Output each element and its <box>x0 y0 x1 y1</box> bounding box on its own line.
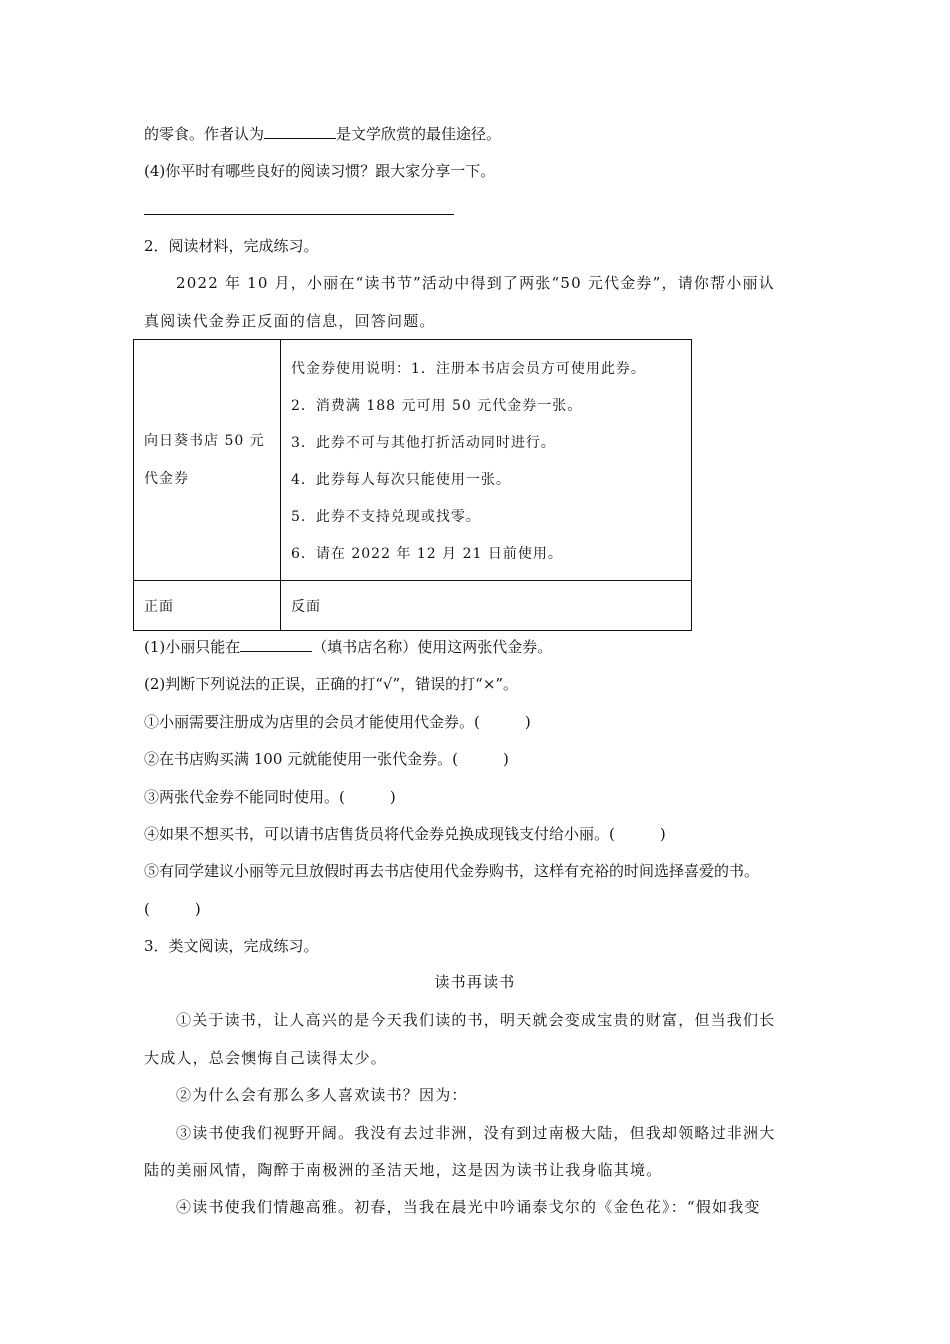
q1-sub4: (4)你平时有哪些良好的阅读习惯？跟大家分享一下。 <box>144 162 496 180</box>
voucher-table <box>133 339 692 631</box>
voucher-rule: 代金券使用说明：1．注册本书店会员方可使用此券。 <box>291 361 646 377</box>
judge-item: ⑤有同学建议小丽等元旦放假时再去书店使用代金券购书，这样有充裕的时间选择喜爱的书。 <box>144 862 760 880</box>
q2-intro-line2: 真阅读代金券正反面的信息，回答问题。 <box>144 312 436 330</box>
q2-intro-line1: 2022 年 10 月，小丽在“读书节”活动中得到了两张“50 元代金券”，请你帮小丽认 <box>176 274 775 292</box>
q1-tail-text-b: 是文学欣赏的最佳途径。 <box>336 125 502 143</box>
q1-sub4-answer-line[interactable] <box>144 214 454 215</box>
q2-sub2: (2)判断下列说法的正误，正确的打“√”，错误的打“×”。 <box>144 675 519 693</box>
voucher-rule: 2．消费满 188 元可用 50 元代金券一张。 <box>291 398 583 414</box>
article-paragraph: ③读书使我们视野开阔。我没有去过非洲，没有到过南极大陆，但我却领略过非洲大 <box>176 1124 776 1142</box>
article-paragraph: 陆的美丽风情，陶醉于南极洲的圣洁天地，这是因为读书让我身临其境。 <box>144 1161 663 1179</box>
voucher-rule: 6．请在 2022 年 12 月 21 日前使用。 <box>291 546 563 562</box>
q2-heading: 2．阅读材料，完成练习。 <box>144 237 319 255</box>
judge-item: ②在书店购买满 100 元就能使用一张代金券。( ) <box>144 750 509 768</box>
q1-tail-line <box>144 123 501 145</box>
judge-item: ①小丽需要注册成为店里的会员才能使用代金券。( ) <box>144 713 531 731</box>
voucher-back-cell <box>281 340 692 581</box>
q1-tail-text-a: 的零食。作者认为 <box>144 125 265 143</box>
q2-sub1-text-a: (1)小丽只能在 <box>144 638 241 656</box>
voucher-rule: 5．此券不支持兑现或找零。 <box>291 509 481 525</box>
article-paragraph: ②为什么会有那么多人喜欢读书？因为： <box>176 1086 468 1104</box>
voucher-back-label: 反面 <box>281 581 692 631</box>
voucher-front-cell: 向日葵书店 50 元代金券 <box>134 340 281 581</box>
q3-heading: 3．类文阅读，完成练习。 <box>144 937 319 955</box>
article-paragraph: ④读书使我们情趣高雅。初春，当我在晨光中吟诵泰戈尔的《金色花》：“假如我变 <box>176 1198 761 1216</box>
q2-sub1 <box>144 636 552 658</box>
voucher-rule: 3．此券不可与其他打折活动同时进行。 <box>291 435 556 451</box>
judge-item: ③两张代金券不能同时使用。( ) <box>144 788 396 806</box>
judge-item: ④如果不想买书，可以请书店售货员将代金券兑换成现钱支付给小丽。( ) <box>144 825 666 843</box>
article-title: 读书再读书 <box>434 973 516 991</box>
judge-item-paren: ( ) <box>144 900 201 918</box>
article-paragraph: ①关于读书，让人高兴的是今天我们读的书，明天就会变成宝贵的财富，但当我们长 <box>176 1011 776 1029</box>
article-paragraph: 大成人，总会懊悔自己读得太少。 <box>144 1049 388 1067</box>
q1-answer-blank[interactable] <box>264 123 336 139</box>
q2-sub1-text-b: （填书店名称）使用这两张代金券。 <box>312 638 553 656</box>
voucher-front-label: 正面 <box>134 581 281 631</box>
voucher-rule: 4．此券每人每次只能使用一张。 <box>291 472 511 488</box>
q2-sub1-answer-blank[interactable] <box>240 636 312 652</box>
